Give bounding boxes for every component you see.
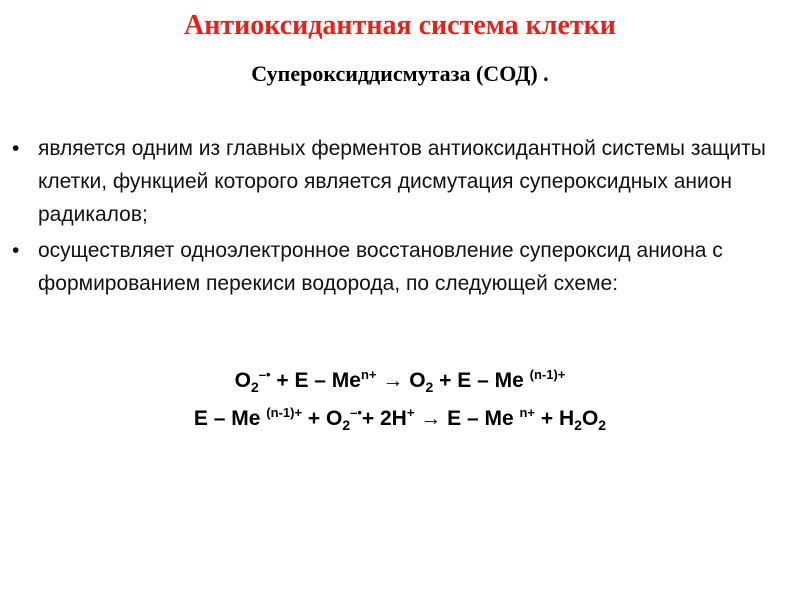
equation-line-2	[0, 402, 800, 440]
eq-superscript: +	[406, 405, 415, 420]
eq-superscript: –•	[258, 367, 271, 382]
eq-subscript: 2	[598, 417, 607, 433]
eq-text: O	[234, 369, 251, 392]
bullet-marker: •	[12, 239, 20, 262]
bullet-marker: •	[12, 137, 20, 160]
bullet-list	[10, 132, 780, 303]
equation-line-1	[0, 364, 800, 402]
eq-subscript: 2	[250, 379, 259, 395]
eq-subscript: 2	[425, 379, 434, 395]
bullet-text: осуществляет одноэлектронное восстановление супероксид аниона с формированием перекиси водорода, по следующей схеме:	[38, 239, 723, 295]
eq-text: + E – Me	[270, 369, 361, 392]
reaction-scheme	[0, 364, 800, 440]
list-item	[10, 132, 780, 231]
eq-text: + 2H	[361, 407, 407, 430]
eq-text: + O	[302, 407, 343, 430]
eq-text: E – Me	[193, 407, 267, 430]
eq-text: → O	[376, 369, 426, 392]
eq-superscript: (n-1)+	[266, 405, 303, 420]
slide-subtitle: Супероксиддисмутаза (СОД) .	[251, 61, 549, 86]
bullet-text: является одним из главных ферментов антиоксидантной системы защиты клетки, функцией которого является дисмутация супероксидных анион радикалов;	[38, 137, 766, 226]
eq-text: O	[581, 407, 599, 430]
eq-subscript: 2	[574, 417, 582, 433]
eq-superscript: –•	[350, 405, 362, 420]
list-item	[10, 234, 780, 300]
eq-superscript: (n-1)+	[529, 367, 566, 382]
slide-title: Антиоксидантная система клетки	[184, 10, 616, 41]
eq-superscript: n+	[360, 367, 377, 382]
eq-subscript: 2	[342, 417, 351, 433]
eq-text: + H	[535, 407, 575, 430]
eq-text: → E – Me	[414, 407, 520, 430]
eq-superscript: n+	[519, 405, 536, 420]
eq-text: + E – Me	[433, 369, 530, 392]
